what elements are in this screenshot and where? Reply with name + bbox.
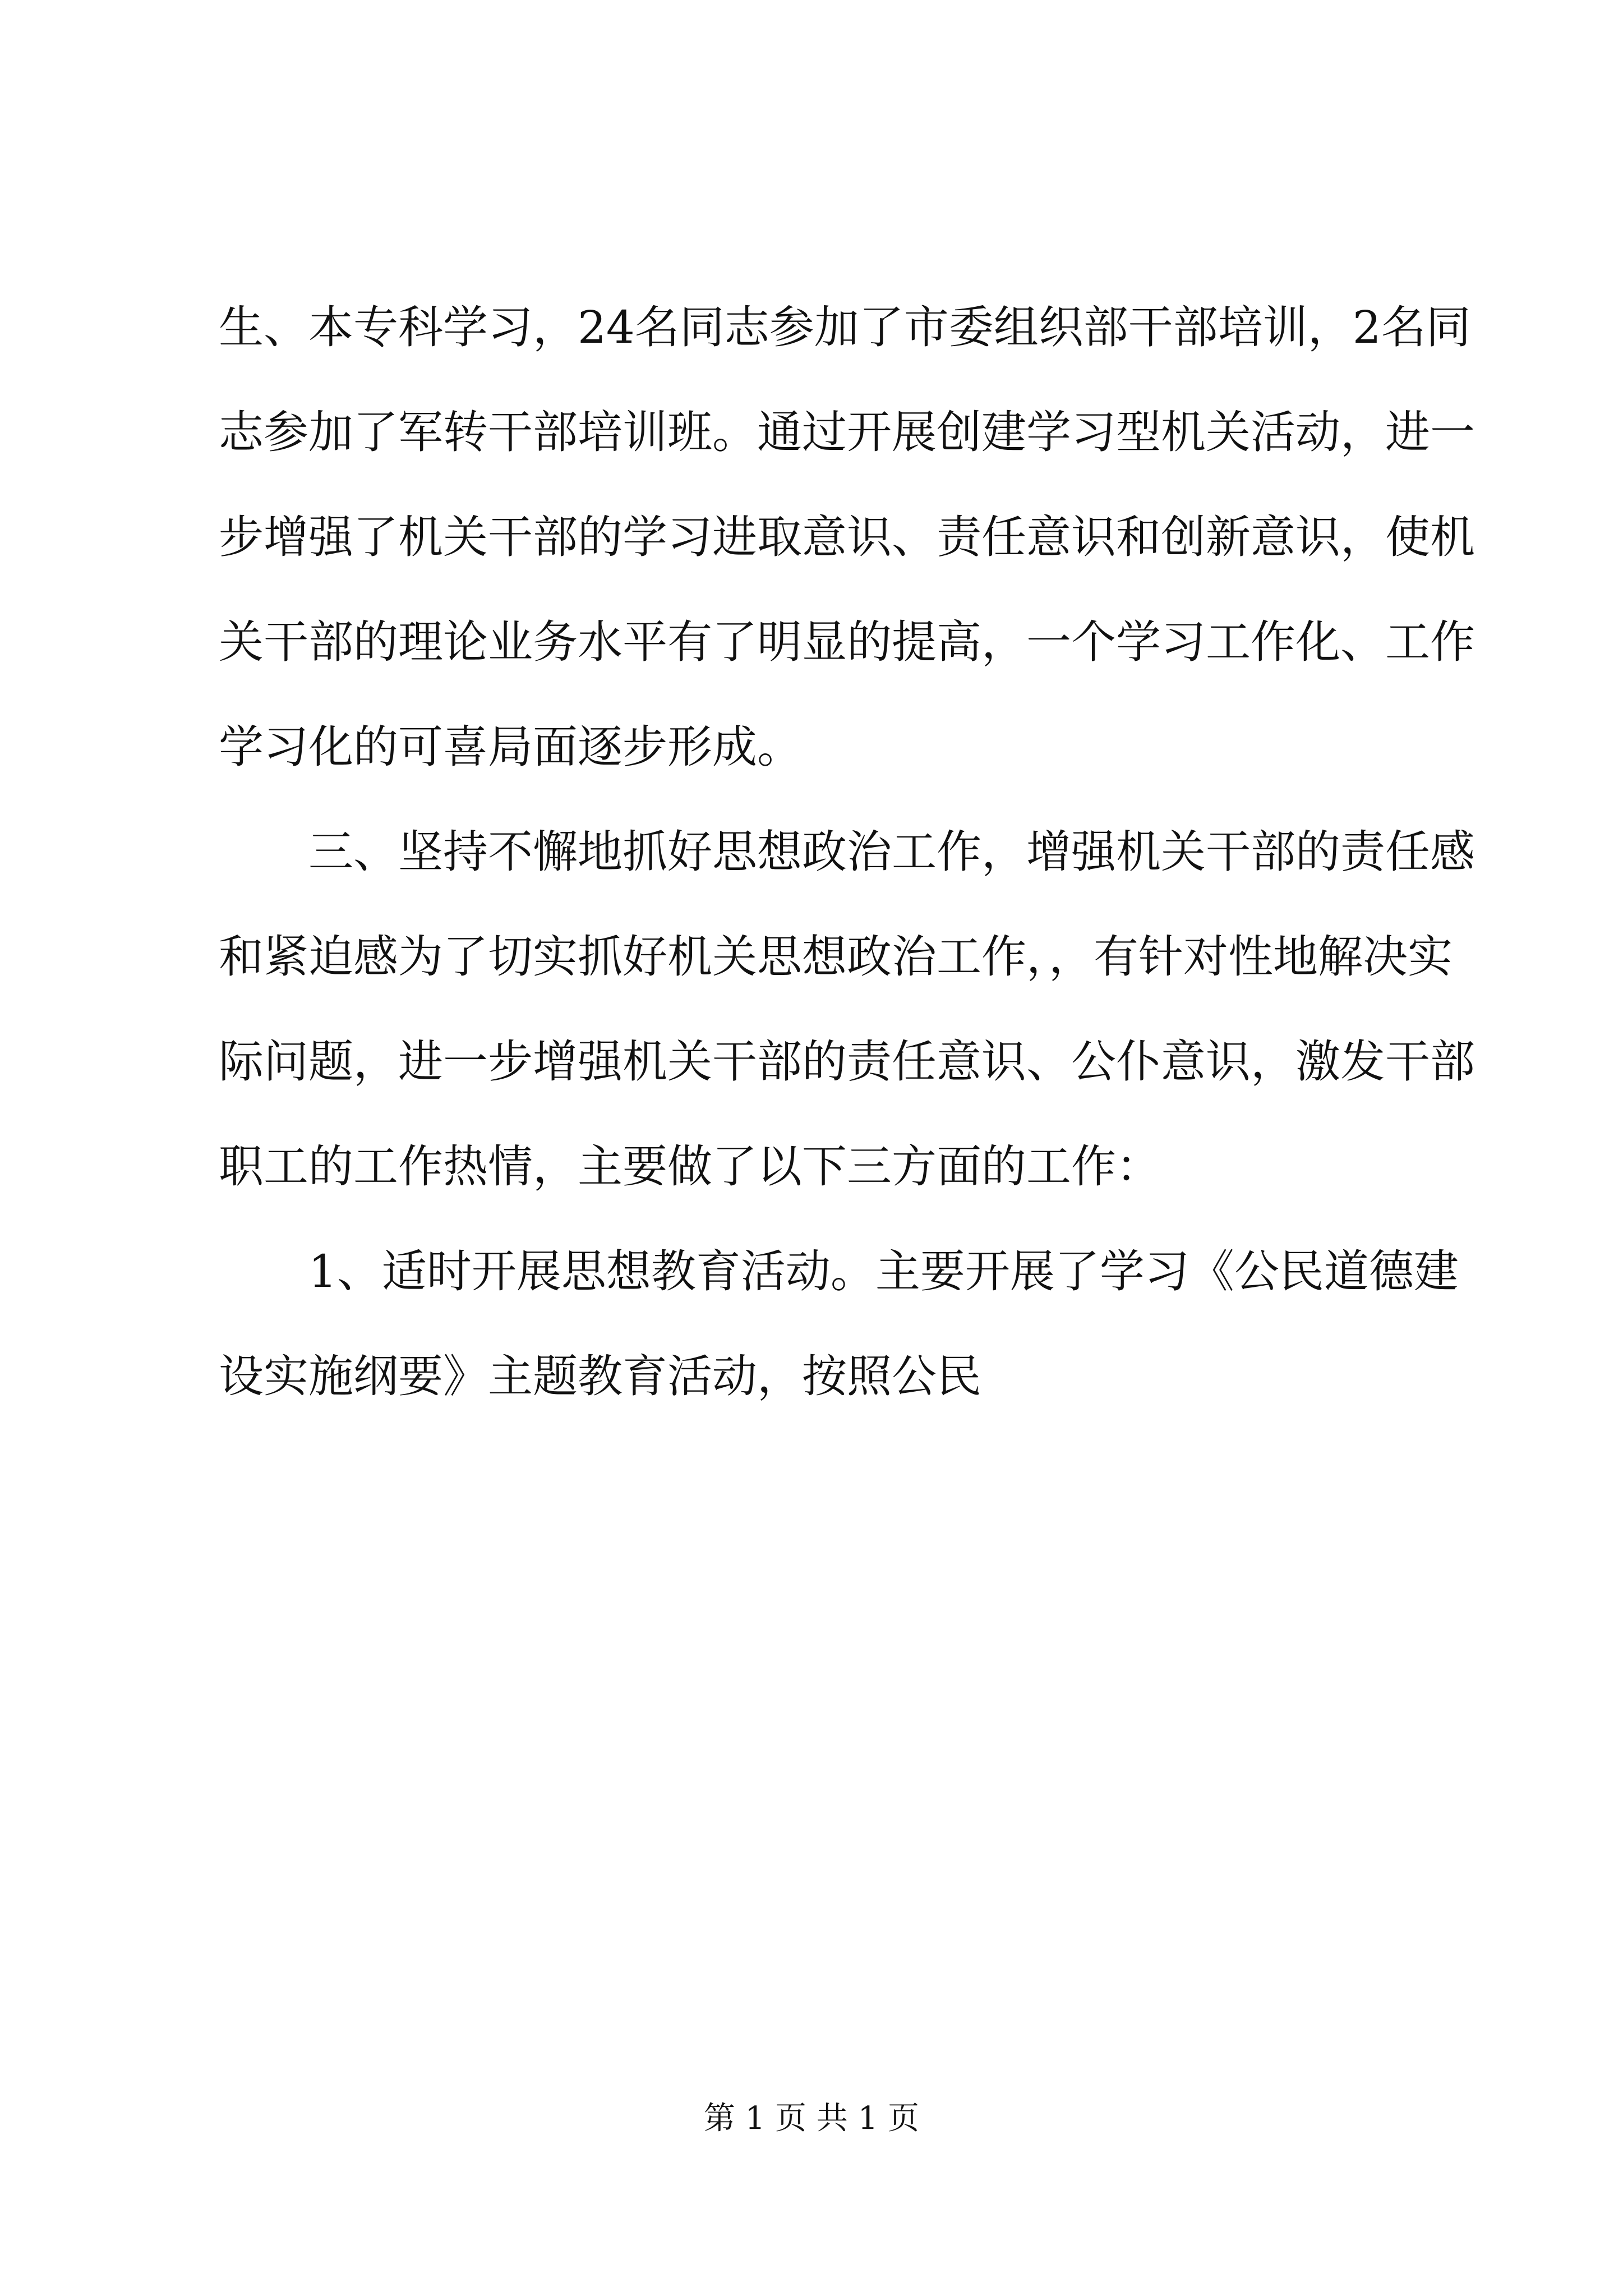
text-line: 职工的工作热情，主要做了以下三方面的工作： [219,1140,1161,1193]
text-line: 学习化的可喜局面逐步形成。 [219,721,802,773]
text-line: 设实施纲要》主题教育活动，按照公民 [219,1350,981,1402]
text-line: 关干部的理论业务水平有了明显的提高，一个学习工作化、工作 [219,616,1475,668]
page-number-footer: 第 1 页 共 1 页 [703,2100,920,2137]
text-line: 志参加了军转干部培训班。通过开展创建学习型机关活动，进一 [219,406,1475,458]
body-text [219,275,1475,1429]
text-line: 际问题，进一步增强机关干部的责任意识、公仆意识，激发干部 [219,1036,1475,1088]
text-line: 和紧迫感为了切实抓好机关思想政治工作，，有针对性地解决实 [219,931,1453,983]
text-line: 步增强了机关干部的学习进取意识、责任意识和创新意识，使机 [219,511,1475,563]
text-line: 三、坚持不懈地抓好思想政治工作，增强机关干部的责任感 [219,826,1475,878]
text-line: 1、适时开展思想教育活动。主要开展了学习《公民道德建 [219,1245,1459,1297]
text-line: 生、本专科学习，24名同志参加了市委组织部干部培训，2名同 [219,301,1471,353]
